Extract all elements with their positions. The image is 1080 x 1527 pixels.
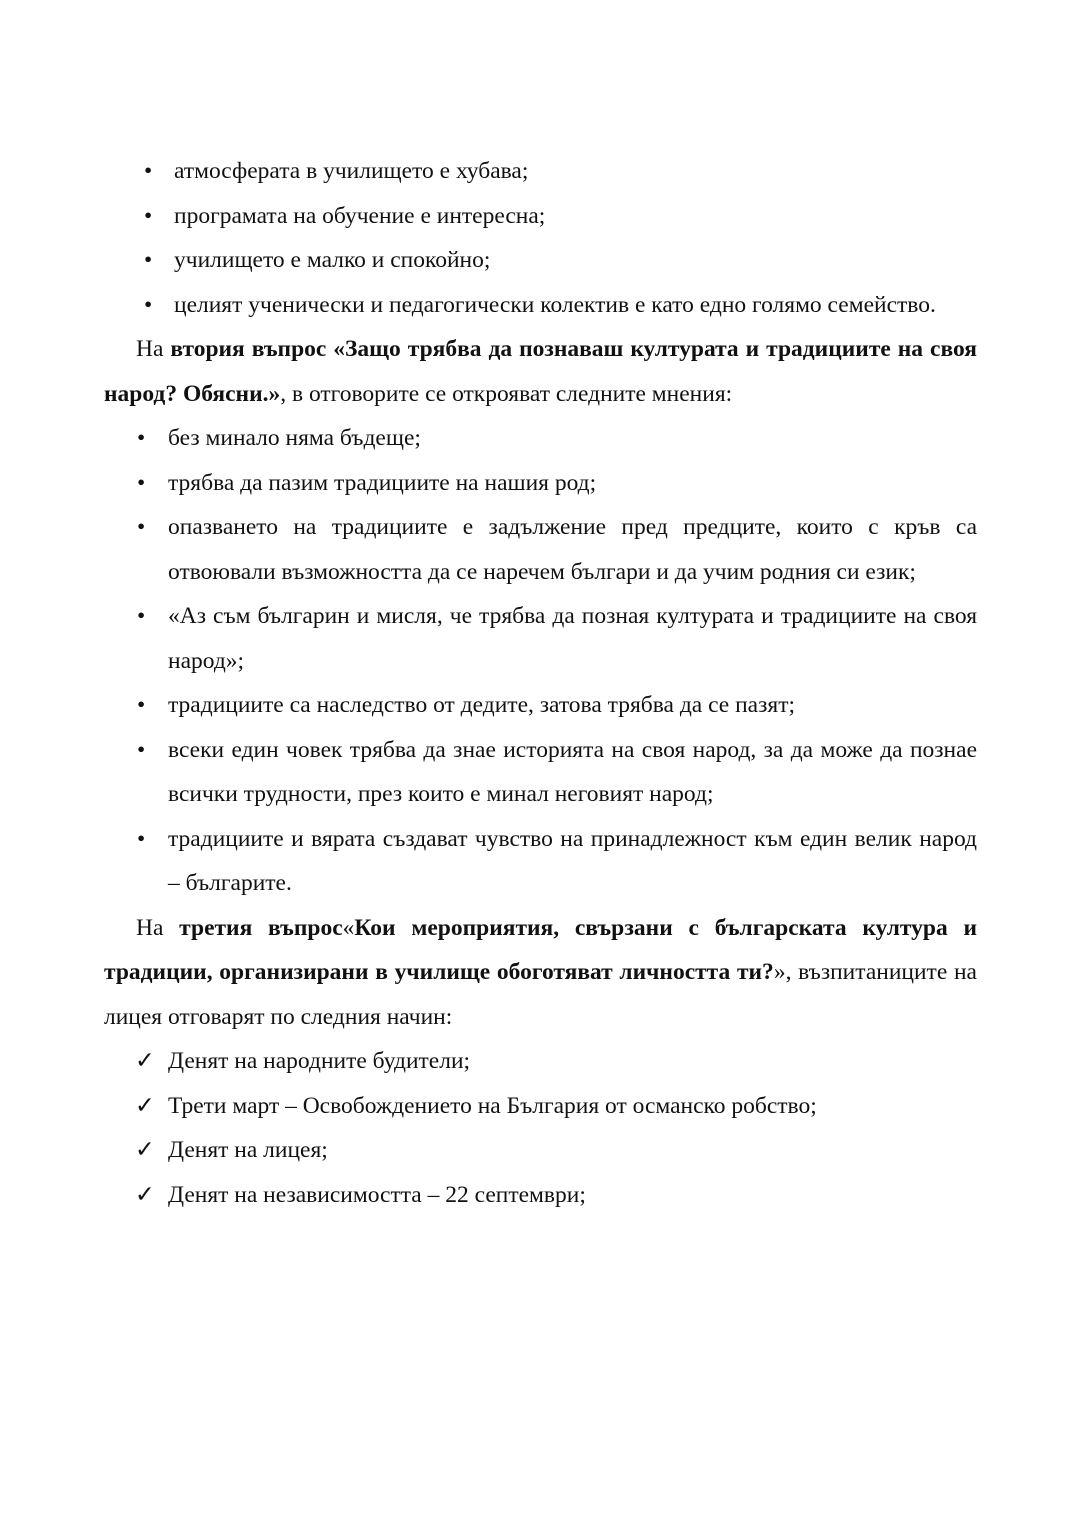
list-item <box>104 416 977 461</box>
list-item-text: без минало няма бъдеще; <box>168 425 421 451</box>
list-item <box>104 683 977 728</box>
list-item-text: Трети март – Освобождението на България от османско робство; <box>168 1092 817 1119</box>
paragraph-second-question <box>104 327 977 416</box>
check-list-events <box>104 1039 977 1217</box>
paragraph-third-question <box>104 906 977 1040</box>
list-item-text: всеки един човек трябва да знае историята на своя народ, за да може да познае всички трудности, през които е минал неговият народ; <box>168 736 977 807</box>
list-item <box>104 238 977 283</box>
list-item <box>104 461 977 506</box>
quote-open: « <box>342 914 355 941</box>
paragraph-tail: , в отговорите се открояват следните мнения: <box>280 380 733 407</box>
bullet-list-opinions <box>104 416 977 906</box>
bullet-icon: • <box>137 514 146 540</box>
list-item <box>104 505 977 594</box>
bullet-icon: • <box>144 202 153 229</box>
list-item-text: традициите и вярата създават чувство на принадлежност към един велик народ – българите. <box>168 825 977 896</box>
list-item-text: училището е малко и спокойно; <box>174 247 491 273</box>
list-item <box>104 1039 977 1084</box>
bullet-icon: • <box>144 158 153 184</box>
checkmark-icon: ✓ <box>135 1137 155 1163</box>
list-item <box>104 149 977 194</box>
list-item <box>104 1128 977 1173</box>
bullet-icon: • <box>137 736 146 763</box>
list-item <box>104 817 977 906</box>
paragraph-lead: На <box>136 336 171 362</box>
list-item-text: програмата на обучение е интересна; <box>174 202 546 229</box>
question-bold-text: Кои мероприятия, свързани с българската култура и традиции, организирани в училище обоготяват личността ти? <box>104 914 977 985</box>
list-item-text: «Аз съм българин и мисля, че трябва да позная културата и традициите на своя народ»; <box>168 603 977 674</box>
list-item <box>104 194 977 239</box>
bullet-icon: • <box>137 603 146 629</box>
document-body <box>104 149 977 1217</box>
list-item-text: атмосферата в училището е хубава; <box>174 158 529 184</box>
list-item-text: Денят на лицея; <box>168 1137 328 1163</box>
list-item <box>104 283 977 328</box>
list-item-text: опазването на традициите е задължение пред предците, които с кръв са отвоювали възможността да се наречем българи и да учим родния си език; <box>168 514 977 585</box>
checkmark-icon: ✓ <box>135 1181 155 1208</box>
checkmark-icon: ✓ <box>135 1092 155 1119</box>
bullet-icon: • <box>137 425 146 451</box>
bullet-list-reasons <box>104 149 977 327</box>
bullet-icon: • <box>144 247 153 273</box>
question-bold-label: третия въпрос <box>179 914 343 941</box>
list-item <box>104 728 977 817</box>
bullet-icon: • <box>137 469 146 496</box>
bullet-icon: • <box>144 291 153 318</box>
list-item <box>104 594 977 683</box>
paragraph-lead: На <box>136 914 180 941</box>
question-bold-text: втория въпрос «Защо трябва да познаваш културата и традициите на своя народ? Обясни.» <box>104 336 977 407</box>
list-item-text: целият ученически и педагогически колектив е като едно голямо семейство. <box>174 291 936 318</box>
list-item-text: трябва да пазим традициите на нашия род; <box>168 469 597 496</box>
list-item-text: Денят на независимостта – 22 септември; <box>168 1181 586 1208</box>
list-item <box>104 1173 977 1218</box>
paragraph-tail: », възпитаниците на лицея отговарят по следния начин: <box>104 959 977 1030</box>
list-item-text: Денят на народните будители; <box>168 1048 471 1074</box>
bullet-icon: • <box>137 825 146 852</box>
list-item <box>104 1084 977 1129</box>
list-item-text: традициите са наследство от дедите, затова трябва да се пазят; <box>168 692 795 718</box>
bullet-icon: • <box>137 692 146 718</box>
checkmark-icon: ✓ <box>135 1048 155 1074</box>
